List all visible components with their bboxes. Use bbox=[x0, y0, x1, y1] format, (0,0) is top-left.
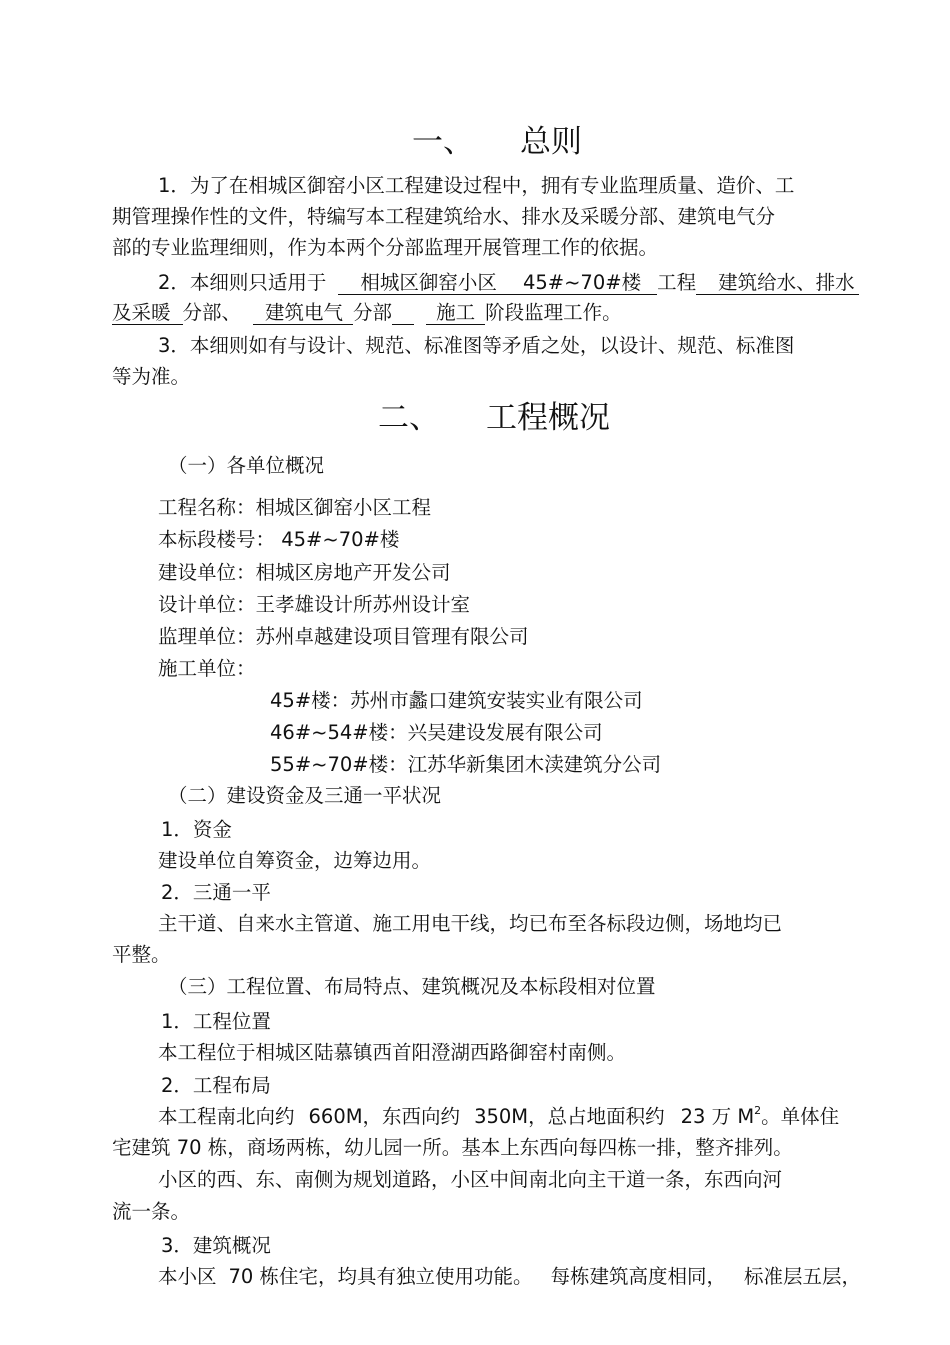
scope-project-suffix: 工程 bbox=[657, 271, 697, 294]
para-2-line-2 bbox=[112, 300, 622, 326]
three-links-line-2: 平整。 bbox=[112, 943, 171, 966]
layout-text-c: 350M，总占地面积约 bbox=[474, 1105, 665, 1128]
scope-blank bbox=[392, 301, 414, 325]
subsection-3-heading: （三）工程位置、布局特点、建筑概况及本标段相对位置 bbox=[168, 975, 656, 998]
three-links-heading: 2．三通一平 bbox=[161, 881, 271, 904]
location-heading: 1．工程位置 bbox=[161, 1010, 271, 1033]
subsection-2-heading: （二）建设资金及三通一平状况 bbox=[168, 784, 442, 807]
para-1-line-1: 1．为了在相城区御窑小区工程建设过程中，拥有专业监理质量、造价、工 bbox=[158, 174, 795, 197]
project-name: 工程名称：相城区御窑小区工程 bbox=[158, 496, 432, 519]
scope-division-1-cont-text: 及采暖 bbox=[112, 301, 171, 324]
layout-line-3: 小区的西、东、南侧为规划道路，小区中间南北向主干道一条，东西向河 bbox=[158, 1168, 783, 1191]
section-1-number: 一、 bbox=[412, 124, 474, 160]
fund-heading: 1．资金 bbox=[161, 818, 232, 841]
building-text-c: 每栋建筑高度相同， bbox=[550, 1265, 727, 1288]
owner-unit: 建设单位：相城区房地产开发公司 bbox=[158, 561, 451, 584]
contractor-45: 45#楼：苏州市蠡口建筑安装实业有限公司 bbox=[270, 689, 643, 712]
scope-division-2 bbox=[253, 301, 353, 325]
section-1-title: 总则 bbox=[520, 124, 582, 160]
building-text-a: 本小区 bbox=[158, 1265, 217, 1288]
layout-line-1 bbox=[158, 1104, 839, 1130]
scope-buildings: 45#~70#楼 bbox=[522, 271, 642, 294]
area-superscript: 2 bbox=[754, 1104, 762, 1117]
scope-division-2-text: 建筑电气 bbox=[265, 301, 344, 324]
layout-text-d: 23 万 M bbox=[680, 1105, 755, 1128]
layout-text-a: 本工程南北向约 bbox=[158, 1105, 295, 1128]
scope-division-1 bbox=[696, 271, 859, 295]
contractor-46-54: 46#~54#楼：兴吴建设发展有限公司 bbox=[270, 721, 603, 744]
para-1-line-3: 部的专业监理细则，作为本两个分部监理开展管理工作的依据。 bbox=[112, 236, 659, 259]
layout-heading: 2．工程布局 bbox=[161, 1074, 271, 1097]
design-unit: 设计单位：王孝雄设计所苏州设计室 bbox=[158, 593, 471, 616]
fund-text: 建设单位自筹资金，边筹边用。 bbox=[158, 849, 432, 872]
para-3-line-1: 3．本细则如有与设计、规范、标准图等矛盾之处，以设计、规范、标准图 bbox=[158, 334, 795, 357]
para-1-line-2: 期管理操作性的文件，特编写本工程建筑给水、排水及采暖分部、建筑电气分 bbox=[112, 205, 776, 228]
building-text-d: 标准层五层， bbox=[744, 1265, 862, 1288]
scope-division-2-suffix: 分部 bbox=[353, 301, 393, 324]
subsection-1-heading: （一）各单位概况 bbox=[168, 454, 325, 477]
supervision-unit: 监理单位：苏州卓越建设项目管理有限公司 bbox=[158, 625, 529, 648]
section-2-number: 二、 bbox=[378, 400, 440, 436]
scope-project-name bbox=[338, 271, 657, 295]
layout-line-2: 宅建筑 70 栋，商场两栋，幼儿园一所。基本上东西向每四栋一排，整齐排列。 bbox=[112, 1136, 793, 1159]
scope-stage bbox=[426, 301, 485, 325]
building-numbers: 本标段楼号： 45#~70#楼 bbox=[158, 528, 400, 551]
layout-text-e: 。单体住 bbox=[761, 1105, 840, 1128]
layout-text-b: 660M，东西向约 bbox=[308, 1105, 461, 1128]
location-text: 本工程位于相城区陆慕镇西首阳澄湖西路御窑村南侧。 bbox=[158, 1041, 627, 1064]
scope-division-suffix: 分部、 bbox=[182, 301, 242, 324]
three-links-line-1: 主干道、自来水主管道、施工用电干线，均已布至各标段边侧，场地均已 bbox=[158, 912, 783, 935]
layout-line-4: 流一条。 bbox=[112, 1200, 191, 1223]
para-3-line-2: 等为准。 bbox=[112, 365, 191, 388]
section-2-heading bbox=[378, 398, 610, 438]
building-heading: 3．建筑概况 bbox=[161, 1234, 271, 1257]
scope-stage-suffix: 阶段监理工作。 bbox=[485, 301, 622, 324]
scope-project-text: 相城区御窑小区 bbox=[360, 271, 497, 294]
scope-stage-text: 施工 bbox=[436, 301, 476, 324]
building-line-1 bbox=[158, 1264, 861, 1290]
section-2-title: 工程概况 bbox=[486, 400, 610, 436]
contractor-label: 施工单位： bbox=[158, 657, 256, 680]
para-2-line-1 bbox=[158, 270, 859, 296]
scope-division-1-cont bbox=[112, 301, 183, 325]
contractor-55-70: 55#~70#楼：江苏华新集团木渎建筑分公司 bbox=[270, 753, 662, 776]
building-text-b: 70 栋住宅，均具有独立使用功能。 bbox=[228, 1265, 533, 1288]
scope-division-1-text: 建筑给水、排水 bbox=[718, 271, 855, 294]
para-2-text: 2．本细则只适用于 bbox=[158, 271, 327, 294]
section-1-heading bbox=[412, 122, 582, 162]
